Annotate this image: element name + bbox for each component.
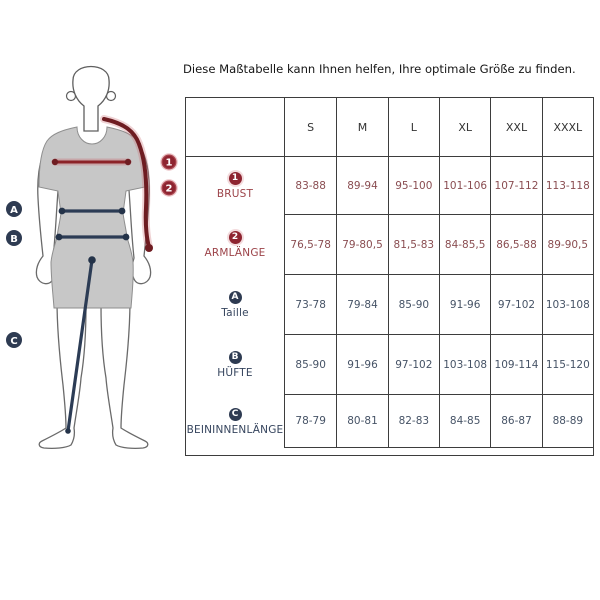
table-cell: 83-88 bbox=[285, 157, 336, 215]
table-cell: 109-114 bbox=[490, 335, 541, 395]
table-cell: 84-85 bbox=[439, 395, 490, 448]
row-marker-badge: A bbox=[229, 291, 242, 304]
table-cell: 88-89 bbox=[542, 395, 593, 448]
figure-leg-right bbox=[101, 300, 148, 448]
inner-leg-dot-top bbox=[88, 256, 96, 264]
row-marker-badge: 1 bbox=[229, 172, 242, 185]
table-cell: 97-102 bbox=[490, 275, 541, 335]
row-header-taille bbox=[186, 275, 285, 335]
marker-badge-B bbox=[6, 230, 22, 246]
arm-line-dot bbox=[145, 244, 153, 252]
body-measurement-figure-icon bbox=[0, 0, 185, 600]
row-header-huefte bbox=[186, 335, 285, 395]
size-col-header-xl: XL bbox=[439, 98, 490, 157]
table-cell: 78-79 bbox=[285, 395, 336, 448]
table-cell: 76,5-78 bbox=[285, 215, 336, 275]
svg-text:C: C bbox=[10, 335, 18, 347]
table-cell: 86-87 bbox=[490, 395, 541, 448]
page-title: Diese Maßtabelle kann Ihnen helfen, Ihre optimale Größe zu finden. bbox=[183, 62, 576, 76]
table-cell: 101-106 bbox=[439, 157, 490, 215]
table-cell: 86,5-88 bbox=[490, 215, 541, 275]
hip-line-dot-left bbox=[56, 234, 63, 241]
table-cell: 103-108 bbox=[542, 275, 593, 335]
row-label: Taille bbox=[221, 307, 249, 319]
size-col-header-xxl: XXL bbox=[490, 98, 541, 157]
table-cell: 89-90,5 bbox=[542, 215, 593, 275]
waist-line-dot-left bbox=[59, 208, 66, 215]
row-marker-badge: B bbox=[229, 351, 242, 364]
row-marker-badge: C bbox=[229, 408, 242, 421]
table-cell: 79-84 bbox=[336, 275, 387, 335]
hip-line-dot-right bbox=[123, 234, 130, 241]
figure-leg-left bbox=[39, 300, 86, 448]
row-label: ARMLÄNGE bbox=[204, 247, 266, 259]
row-marker-badge: 2 bbox=[229, 231, 242, 244]
table-cell: 91-96 bbox=[439, 275, 490, 335]
size-col-header-xxxl: XXXL bbox=[542, 98, 593, 157]
table-cell: 85-90 bbox=[285, 335, 336, 395]
svg-text:2: 2 bbox=[165, 183, 173, 195]
marker-badge-C bbox=[6, 332, 22, 348]
table-cell: 73-78 bbox=[285, 275, 336, 335]
row-header-beininnenlaenge bbox=[186, 395, 285, 448]
inner-leg-dot-bottom bbox=[65, 428, 71, 434]
row-label: BEININNENLÄNGE bbox=[186, 423, 284, 436]
table-cell: 82-83 bbox=[388, 395, 439, 448]
table-cell: 91-96 bbox=[336, 335, 387, 395]
marker-badge-1 bbox=[162, 155, 177, 170]
size-col-header-m: M bbox=[336, 98, 387, 157]
table-cell: 89-94 bbox=[336, 157, 387, 215]
table-cell: 115-120 bbox=[542, 335, 593, 395]
marker-badge-A bbox=[6, 201, 22, 217]
table-cell: 80-81 bbox=[336, 395, 387, 448]
row-header-armlaenge bbox=[186, 215, 285, 275]
table-cell: 85-90 bbox=[388, 275, 439, 335]
table-cell: 103-108 bbox=[439, 335, 490, 395]
chest-line-dot-right bbox=[125, 159, 131, 165]
table-cell: 107-112 bbox=[490, 157, 541, 215]
size-col-header-s: S bbox=[285, 98, 336, 157]
svg-text:A: A bbox=[10, 204, 18, 216]
svg-text:B: B bbox=[10, 233, 18, 245]
table-cell: 81,5-83 bbox=[388, 215, 439, 275]
table-corner-cell bbox=[186, 98, 285, 157]
table-cell: 84-85,5 bbox=[439, 215, 490, 275]
table-cell: 79-80,5 bbox=[336, 215, 387, 275]
table-cell: 95-100 bbox=[388, 157, 439, 215]
size-table bbox=[185, 97, 594, 456]
row-label: HÜFTE bbox=[217, 367, 253, 379]
marker-badge-2 bbox=[162, 181, 177, 196]
size-col-header-l: L bbox=[388, 98, 439, 157]
waist-line-dot-right bbox=[119, 208, 126, 215]
chest-line-dot-left bbox=[52, 159, 58, 165]
row-label: BRUST bbox=[216, 188, 254, 200]
table-cell: 113-118 bbox=[542, 157, 593, 215]
row-header-brust bbox=[186, 157, 285, 215]
svg-text:1: 1 bbox=[165, 157, 173, 169]
table-cell: 97-102 bbox=[388, 335, 439, 395]
